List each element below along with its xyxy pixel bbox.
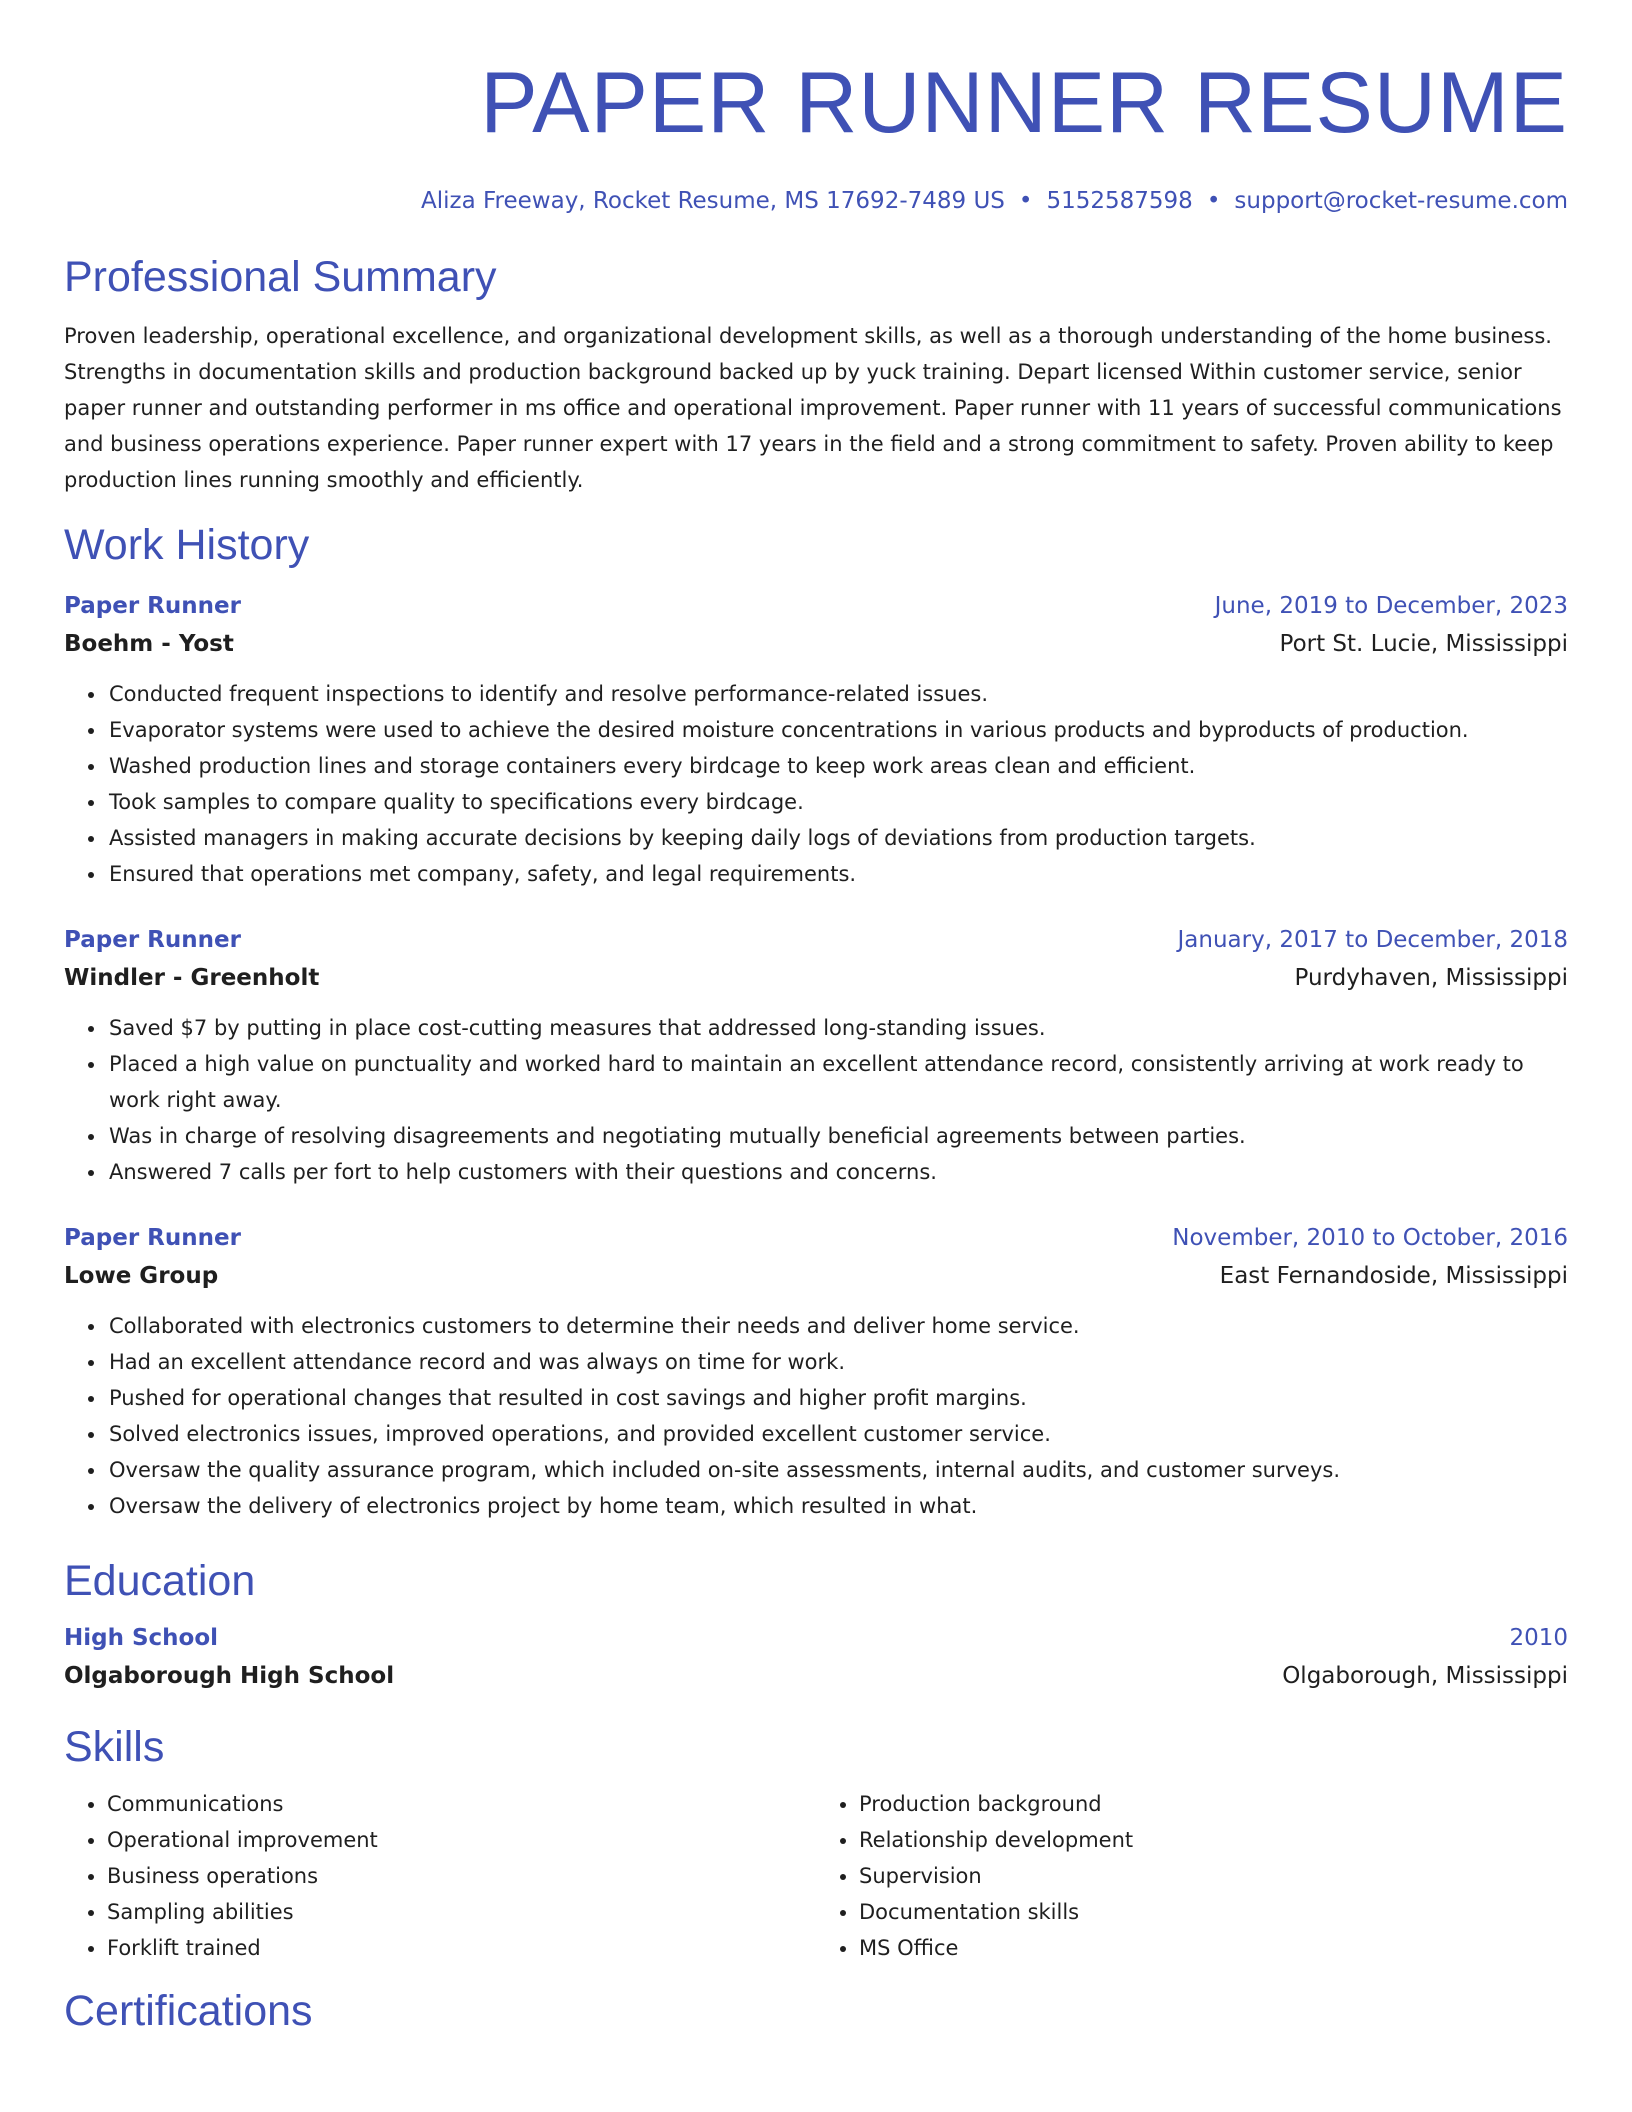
job-dates: November, 2010 to October, 2016 bbox=[1172, 1225, 1568, 1251]
job-bullet: • Collaborated with electronics customers to determine their needs and deliver home service. bbox=[107, 1308, 1568, 1344]
skill-item: • Sampling abilities bbox=[107, 1894, 816, 1930]
job-bullet: • Evaporator systems were used to achieve the desired moisture concentrations in various products and byproducts of production. bbox=[107, 712, 1568, 748]
separator-dot: • bbox=[1206, 188, 1221, 214]
job-company-row bbox=[64, 958, 1568, 998]
job-bullet: • Conducted frequent inspections to identify and resolve performance-related issues. bbox=[107, 676, 1568, 712]
separator-dot: • bbox=[1018, 188, 1033, 214]
email-text: support@rocket-resume.com bbox=[1234, 188, 1568, 214]
skill-item: • Forklift trained bbox=[107, 1930, 816, 1966]
job-header-row bbox=[64, 1220, 1568, 1256]
job-bullet: • Oversaw the quality assurance program, which included on-site assessments, internal audits, and customer surveys. bbox=[107, 1452, 1568, 1488]
job-company: Windler - Greenholt bbox=[64, 965, 320, 991]
skill-item: • MS Office bbox=[859, 1930, 1568, 1966]
job-header-row bbox=[64, 588, 1568, 624]
job-bullets bbox=[64, 676, 1568, 892]
section-title-education: Education bbox=[64, 1557, 256, 1605]
job-role: Paper Runner bbox=[64, 927, 241, 953]
job-bullet: • Had an excellent attendance record and was always on time for work. bbox=[107, 1344, 1568, 1380]
job-entry bbox=[64, 588, 1568, 892]
job-bullet: • Pushed for operational changes that resulted in cost savings and higher profit margins. bbox=[107, 1380, 1568, 1416]
job-bullet: • Was in charge of resolving disagreements and negotiating mutually beneficial agreements between parties. bbox=[107, 1118, 1568, 1154]
skills-column-left bbox=[64, 1786, 816, 1966]
skill-item: • Communications bbox=[107, 1786, 816, 1822]
education-entry bbox=[64, 1620, 1568, 1696]
job-company: Lowe Group bbox=[64, 1263, 219, 1289]
phone-text: 5152587598 bbox=[1046, 188, 1193, 214]
job-bullet: • Answered 7 calls per fort to help customers with their questions and concerns. bbox=[107, 1154, 1568, 1190]
job-header-row bbox=[64, 922, 1568, 958]
section-title-summary: Professional Summary bbox=[64, 253, 497, 301]
job-entry bbox=[64, 922, 1568, 1190]
education-header-row bbox=[64, 1620, 1568, 1656]
skill-item: • Production background bbox=[859, 1786, 1568, 1822]
job-bullet: • Took samples to compare quality to specifications every birdcage. bbox=[107, 784, 1568, 820]
skill-item: • Operational improvement bbox=[107, 1822, 816, 1858]
job-entry bbox=[64, 1220, 1568, 1524]
job-role: Paper Runner bbox=[64, 593, 241, 619]
education-school: Olgaborough High School bbox=[64, 1663, 395, 1689]
contact-line bbox=[64, 188, 1568, 214]
skill-item: • Documentation skills bbox=[859, 1894, 1568, 1930]
job-company: Boehm - Yost bbox=[64, 631, 234, 657]
education-location: Olgaborough, Mississippi bbox=[1282, 1663, 1568, 1689]
job-bullet: • Placed a high value on punctuality and worked hard to maintain an excellent attendance record, consistently arriving at work ready to work right away. bbox=[107, 1046, 1568, 1118]
job-dates: January, 2017 to December, 2018 bbox=[1177, 927, 1568, 953]
job-location: Port St. Lucie, Mississippi bbox=[1279, 631, 1568, 657]
education-school-row bbox=[64, 1656, 1568, 1696]
skill-item: • Business operations bbox=[107, 1858, 816, 1894]
education-degree: High School bbox=[64, 1625, 219, 1651]
job-bullets bbox=[64, 1010, 1568, 1190]
job-bullet: • Ensured that operations met company, safety, and legal requirements. bbox=[107, 856, 1568, 892]
job-role: Paper Runner bbox=[64, 1225, 241, 1251]
education-year: 2010 bbox=[1509, 1625, 1568, 1651]
section-title-certifications: Certifications bbox=[64, 1987, 313, 2035]
job-dates: June, 2019 to December, 2023 bbox=[1214, 593, 1568, 619]
skill-item: • Relationship development bbox=[859, 1822, 1568, 1858]
section-title-work-history: Work History bbox=[64, 521, 310, 569]
section-title-skills: Skills bbox=[64, 1723, 165, 1771]
job-bullet: • Assisted managers in making accurate decisions by keeping daily logs of deviations from production targets. bbox=[107, 820, 1568, 856]
resume-title: PAPER RUNNER RESUME bbox=[480, 55, 1568, 151]
job-bullet: • Saved $7 by putting in place cost-cutting measures that addressed long-standing issues. bbox=[107, 1010, 1568, 1046]
skill-item: • Supervision bbox=[859, 1858, 1568, 1894]
job-bullets bbox=[64, 1308, 1568, 1524]
skills-column-right bbox=[816, 1786, 1568, 1966]
job-bullet: • Oversaw the delivery of electronics project by home team, which resulted in what. bbox=[107, 1488, 1568, 1524]
address-text: Aliza Freeway, Rocket Resume, MS 17692-7489 US bbox=[420, 188, 1005, 214]
job-company-row bbox=[64, 1256, 1568, 1296]
job-bullet: • Washed production lines and storage containers every birdcage to keep work areas clean and efficient. bbox=[107, 748, 1568, 784]
resume-page bbox=[64, 0, 1568, 2036]
job-bullet: • Solved electronics issues, improved operations, and provided excellent customer service. bbox=[107, 1416, 1568, 1452]
job-location: Purdyhaven, Mississippi bbox=[1294, 965, 1568, 991]
skills-list bbox=[64, 1786, 1568, 1966]
job-company-row bbox=[64, 624, 1568, 664]
summary-text: Proven leadership, operational excellence, and organizational development skills, as well as a thorough understanding of the home business. Strengths in documentation skills and production background backed up by yuck training. Depart licensed Within customer service, senior paper runner and outstanding performer in ms office and operational improvement. Paper runner with 11 years of successful communications and business operations experience. Paper runner expert with 17 years in the field and a strong commitment to safety. Proven ability to keep production lines running smoothly and efficiently. bbox=[64, 324, 1562, 492]
job-location: East Fernandoside, Mississippi bbox=[1219, 1263, 1568, 1289]
